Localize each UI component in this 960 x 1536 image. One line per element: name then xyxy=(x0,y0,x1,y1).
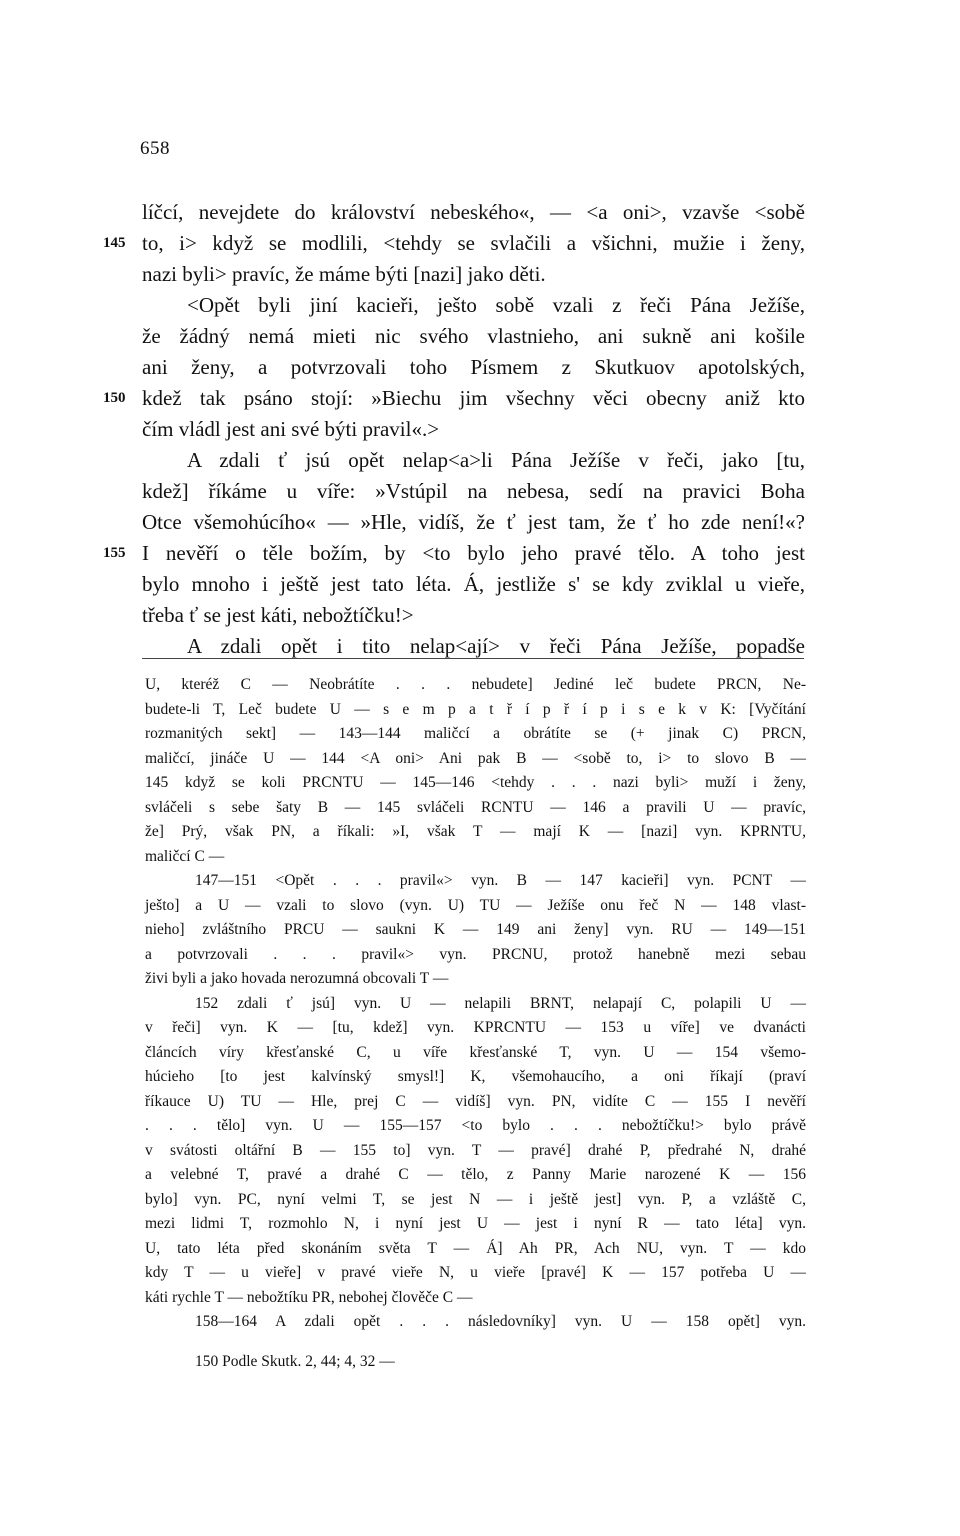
note-line xyxy=(0,1065,960,1090)
line-text: to, i> když se modlili, <tehdy se svlačili a všichni, mužie i ženy, xyxy=(142,231,805,255)
text-line xyxy=(0,228,960,259)
note-text: U, kteréž C — Neobrátíte . . . nebudete] Jediné leč budete PRCN, Ne- xyxy=(145,676,806,693)
note-text: U, tato léta před skonáním světa T — Á] Ah PR, Ach NU, vyn. T — kdo xyxy=(145,1239,806,1257)
text-line xyxy=(0,507,960,538)
note-text: svláčeli s sebe šaty B — 145 svláčeli RCNTU — 146 a pravili U — pravíc, xyxy=(145,798,806,816)
note-line xyxy=(0,894,960,919)
line-text: líčcí, nevejdete do království nebeského«, — <a oni>, vzavše <sobě xyxy=(142,200,805,224)
line-text: <Opět byli jiní kacieři, ješto sobě vzali z řeči Pána Ježíše, xyxy=(187,293,805,317)
note-line xyxy=(0,771,960,796)
critical-apparatus xyxy=(0,673,960,1335)
note-line xyxy=(0,967,960,992)
note-line xyxy=(0,1041,960,1066)
note-text: v svátosti oltářní B — 155 to] vyn. T — pravé] drahé P, předrahé N, drahé xyxy=(145,1141,806,1159)
note-line xyxy=(0,1188,960,1213)
page-number: 658 xyxy=(140,138,170,159)
note-text: 147—151 <Opět . . . pravil«> vyn. B — 147 kacieři] vyn. PCNT — xyxy=(195,872,806,889)
note-text: že] Prý, však PN, a říkali: »I, však T — mají K — [nazi] vyn. KPRNTU, xyxy=(145,823,806,840)
note-text: mezi lidmi T, rozmohlo N, i nyní jest U — jest i nyní R — tato léta] vyn. xyxy=(145,1215,806,1232)
note-line xyxy=(0,1261,960,1286)
line-number: 145 xyxy=(103,235,126,251)
note-text: 158—164 A zdali opět . . . následovníky] vyn. U — 158 opět] vyn. xyxy=(195,1313,806,1330)
text-line xyxy=(0,197,960,228)
line-text: ani ženy, a potvrzovali toho Písmem z Skutkuov apotolských, xyxy=(142,355,805,379)
line-text: třeba ť se jest káti, nebožtíčku!> xyxy=(142,603,414,627)
note-line xyxy=(0,1310,960,1335)
text-line xyxy=(0,321,960,352)
note-text: a potvrzovali . . . pravil«> vyn. PRCNU, protož hanebně mezi sebau xyxy=(145,945,806,963)
note-line xyxy=(0,747,960,772)
text-line xyxy=(0,600,960,631)
line-text: kdež tak psáno stojí: »Biechu jim všechny věci obecny aniž kto xyxy=(142,386,805,410)
line-text: že žádný nemá mieti nic svého vlastnieho, ani sukně ani košile xyxy=(142,324,805,348)
line-text: I nevěří o těle božím, by <to bylo jeho pravé tělo. A toho jest xyxy=(142,541,805,565)
note-line xyxy=(0,918,960,943)
note-text: káti rychle T — nebožtíku PR, nebohej člověče C — xyxy=(145,1288,473,1306)
text-line xyxy=(0,290,960,321)
line-text: Otce všemohúcího« — »Hle, vidíš, že ť jest tam, že ť ho zde není!«? xyxy=(142,510,805,534)
line-text: kdež] říkáme u víře: »Vstúpil na nebesa, sedí na pravici Boha xyxy=(142,479,805,503)
note-line xyxy=(0,673,960,698)
text-line xyxy=(0,414,960,445)
note-line xyxy=(0,1016,960,1041)
line-number: 155 xyxy=(103,545,126,561)
note-text: rozmanitých sekt] — 143—144 maličcí a obrátíte se (+ jinak C) PRCN, xyxy=(145,725,806,742)
note-line xyxy=(0,1237,960,1262)
text-line xyxy=(0,476,960,507)
note-text: húcieho [to jest kalvínský smysl!] K, všemohaucího, a oni říkají (praví xyxy=(145,1068,806,1085)
note-line xyxy=(0,943,960,968)
note-line xyxy=(0,1286,960,1311)
note-line xyxy=(0,698,960,723)
note-text: článcích víry křesťanské C, u víře křesťanské T, vyn. U — 154 všemo- xyxy=(145,1043,806,1061)
note-line xyxy=(0,1212,960,1237)
line-text: A zdali opět i tito nelap<ají> v řeči Pána Ježíše, popadše xyxy=(187,634,805,658)
note-line xyxy=(0,796,960,821)
note-text: kdy T — u vieře] v pravé vieře N, u vieře [pravé] K — 157 potřeba U — xyxy=(145,1264,806,1281)
note-line xyxy=(0,1090,960,1115)
note-line xyxy=(0,845,960,870)
note-text: říkauce U) TU — Hle, prej C — vidíš] vyn. PN, vidíte C — 155 I nevěří xyxy=(145,1092,806,1110)
text-line xyxy=(0,445,960,476)
note-line xyxy=(0,1139,960,1164)
note-text: . . . tělo] vyn. U — 155—157 <to bylo . . . nebožtíčku!> bylo právě xyxy=(145,1117,806,1134)
note-line xyxy=(0,820,960,845)
note-text: a velebné T, pravé a drahé C — tělo, z Panny Marie narozené K — 156 xyxy=(145,1166,806,1183)
text-line xyxy=(0,259,960,290)
note-line xyxy=(0,869,960,894)
source-reference-note: 150 Podle Skutk. 2, 44; 4, 32 — xyxy=(195,1353,395,1370)
text-line xyxy=(0,538,960,569)
note-text: nieho] zvláštního PRCU — saukni K — 149 ani ženy] vyn. RU — 149—151 xyxy=(145,921,806,938)
note-line xyxy=(0,1163,960,1188)
note-text: 152 zdali ť jsú] vyn. U — nelapili BRNT, nelapají C, polapili U — xyxy=(195,994,806,1012)
line-text: A zdali ť jsú opět nelap<a>li Pána Ježíše v řeči, jako [tu, xyxy=(187,448,805,472)
note-text: živi byli a jako hovada nerozumná obcovali T — xyxy=(145,970,449,987)
note-line xyxy=(0,992,960,1017)
line-text: nazi byli> pravíc, že máme býti [nazi] jako děti. xyxy=(142,262,546,286)
text-line xyxy=(0,383,960,414)
main-text xyxy=(0,197,960,662)
line-text: čím vládl jest ani své býti pravil«.> xyxy=(142,417,440,441)
note-text: bylo] vyn. PC, nyní velmi T, se jest N — i ještě jest] vyn. P, a vzláště C, xyxy=(145,1190,806,1208)
note-text: 145 když se koli PRCNTU — 145—146 <tehdy . . . nazi byli> muží i ženy, xyxy=(145,774,806,791)
footnote-separator xyxy=(142,658,804,659)
note-text: v řeči] vyn. K — [tu, kdež] vyn. KPRCNTU — 153 u víře] ve dvanácti xyxy=(145,1019,806,1036)
note-text: budete-li T, Leč budete U — s e m p a t ř í p ř í p i s e k v K: [Vyčítání xyxy=(145,700,806,718)
line-number: 150 xyxy=(103,390,126,406)
text-line xyxy=(0,352,960,383)
note-text: maličcí, jináče U — 144 <A oni> Ani pak B — <sobě to, i> to slovo B — xyxy=(145,749,806,767)
note-line xyxy=(0,1114,960,1139)
line-text: bylo mnoho i ještě jest tato léta. Á, jestliže s' se kdy zviklal u vieře, xyxy=(142,572,805,596)
note-line xyxy=(0,722,960,747)
note-text: maličcí C — xyxy=(145,847,225,865)
text-line xyxy=(0,569,960,600)
note-text: ješto] a U — vzali to slovo (vyn. U) TU — Ježíše onu řeč N — 148 vlast- xyxy=(145,896,806,914)
